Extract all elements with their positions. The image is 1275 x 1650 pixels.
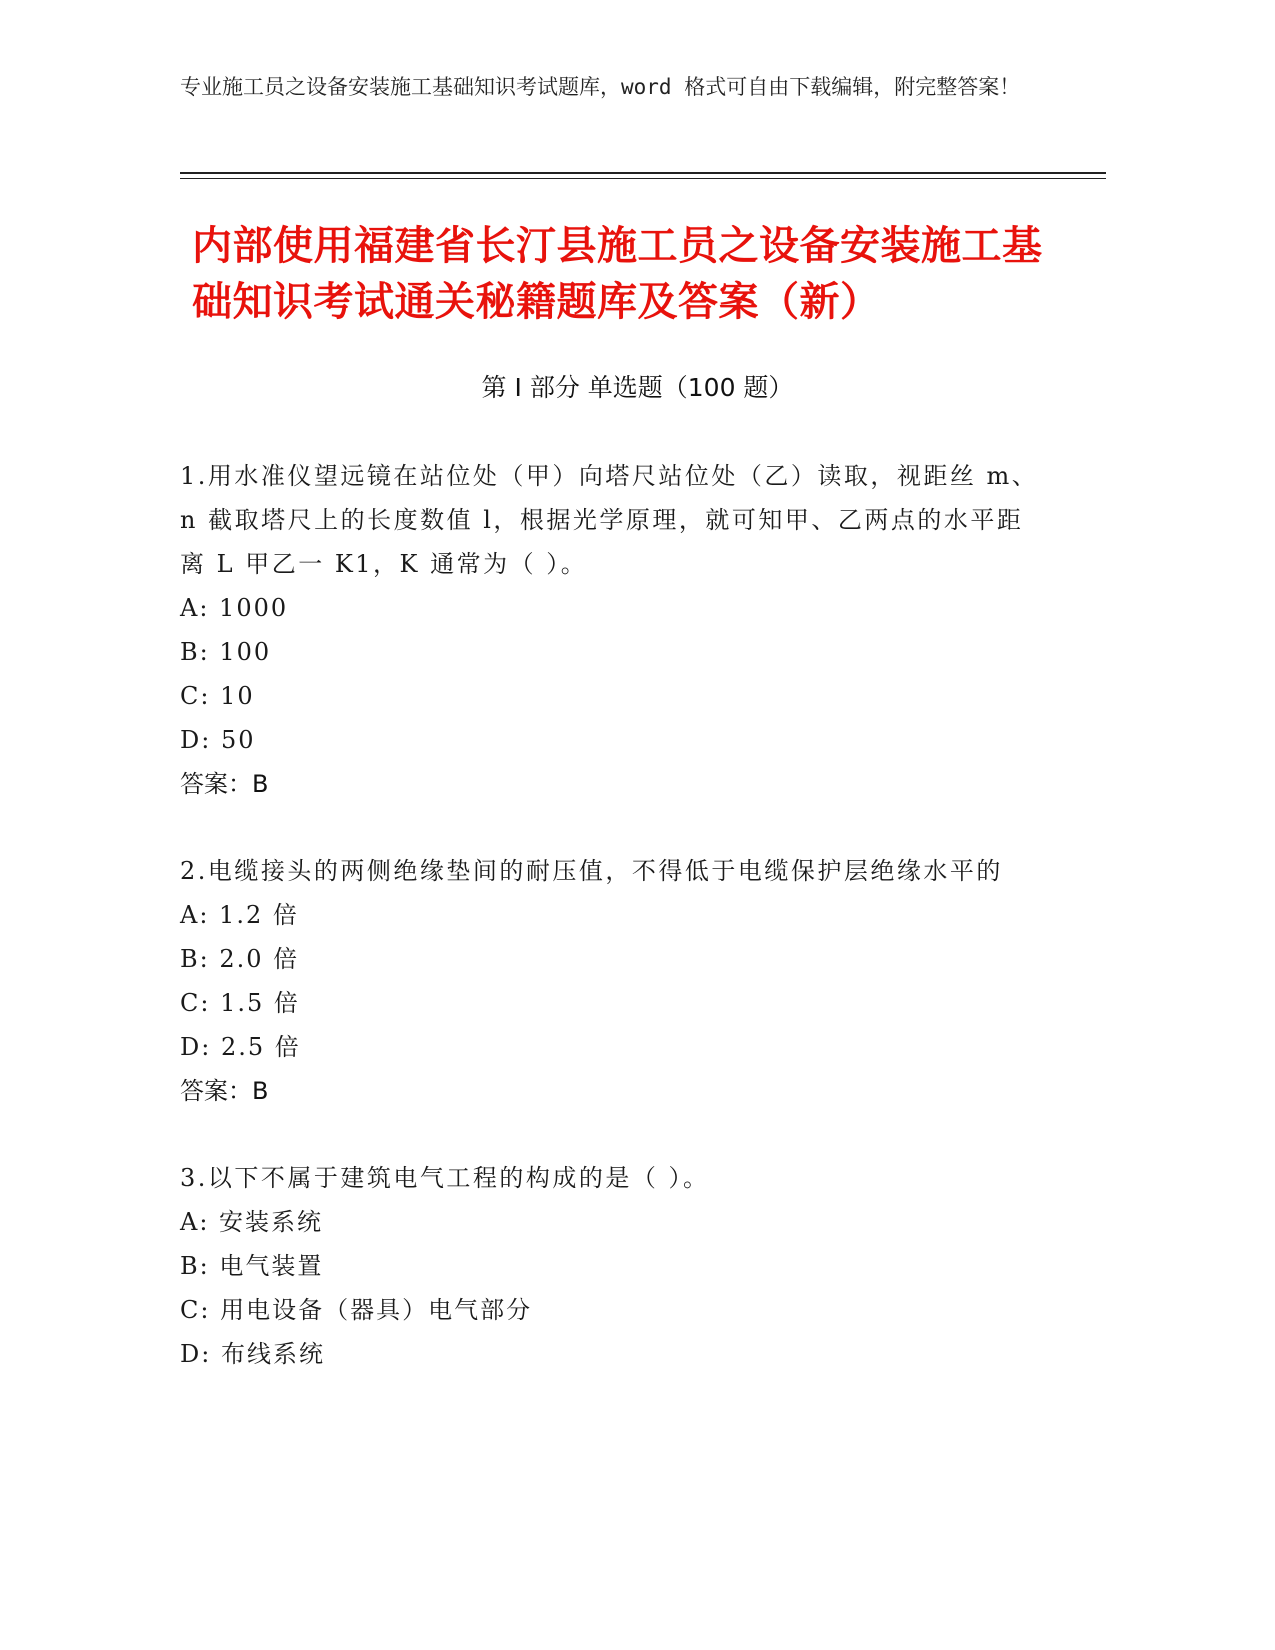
question-stem: 2.电缆接头的两侧绝缘垫间的耐压值，不得低于电缆保护层绝缘水平的: [180, 857, 1003, 885]
option-b: B: 2.0 倍: [180, 945, 300, 973]
question-2: [180, 849, 1040, 1113]
option-c: C: 1.5 倍: [180, 989, 300, 1017]
option-d: D: 布线系统: [180, 1340, 325, 1368]
question-stem: 1.用水准仪望远镜在站位处（甲）向塔尺站位处（乙）读取，视距丝 m、n 截取塔尺上的长度数值 l，根据光学原理，就可知甲、乙两点的水平距离 L 甲乙一 K1，K 通常为（ ）。: [180, 462, 1039, 578]
question-3: [180, 1156, 1040, 1376]
question-list: [180, 454, 1040, 1419]
option-c: C: 10: [180, 682, 255, 710]
option-c: C: 用电设备（器具）电气部分: [180, 1296, 533, 1324]
option-d: D: 2.5 倍: [180, 1033, 301, 1061]
option-b: B: 100: [180, 638, 272, 666]
option-d: D: 50: [180, 726, 256, 754]
header-rule-thin: [180, 178, 1106, 179]
answer: 答案：B: [180, 770, 269, 798]
section-title: 第 I 部分 单选题（100 题）: [481, 373, 794, 402]
header-rule-thick: [180, 172, 1106, 174]
question-1: [180, 454, 1040, 806]
answer: 答案：B: [180, 1077, 269, 1105]
header-note: 专业施工员之设备安装施工基础知识考试题库，word 格式可自由下载编辑，附完整答案！: [180, 75, 1021, 99]
option-a: A: 安装系统: [180, 1208, 324, 1236]
option-a: A: 1000: [180, 594, 289, 622]
option-a: A: 1.2 倍: [180, 901, 299, 929]
document-title: 内部使用福建省长汀县施工员之设备安装施工基础知识考试通关秘籍题库及答案（新）: [192, 223, 1043, 325]
option-b: B: 电气装置: [180, 1252, 324, 1280]
question-stem: 3.以下不属于建筑电气工程的构成的是（ ）。: [180, 1164, 710, 1192]
